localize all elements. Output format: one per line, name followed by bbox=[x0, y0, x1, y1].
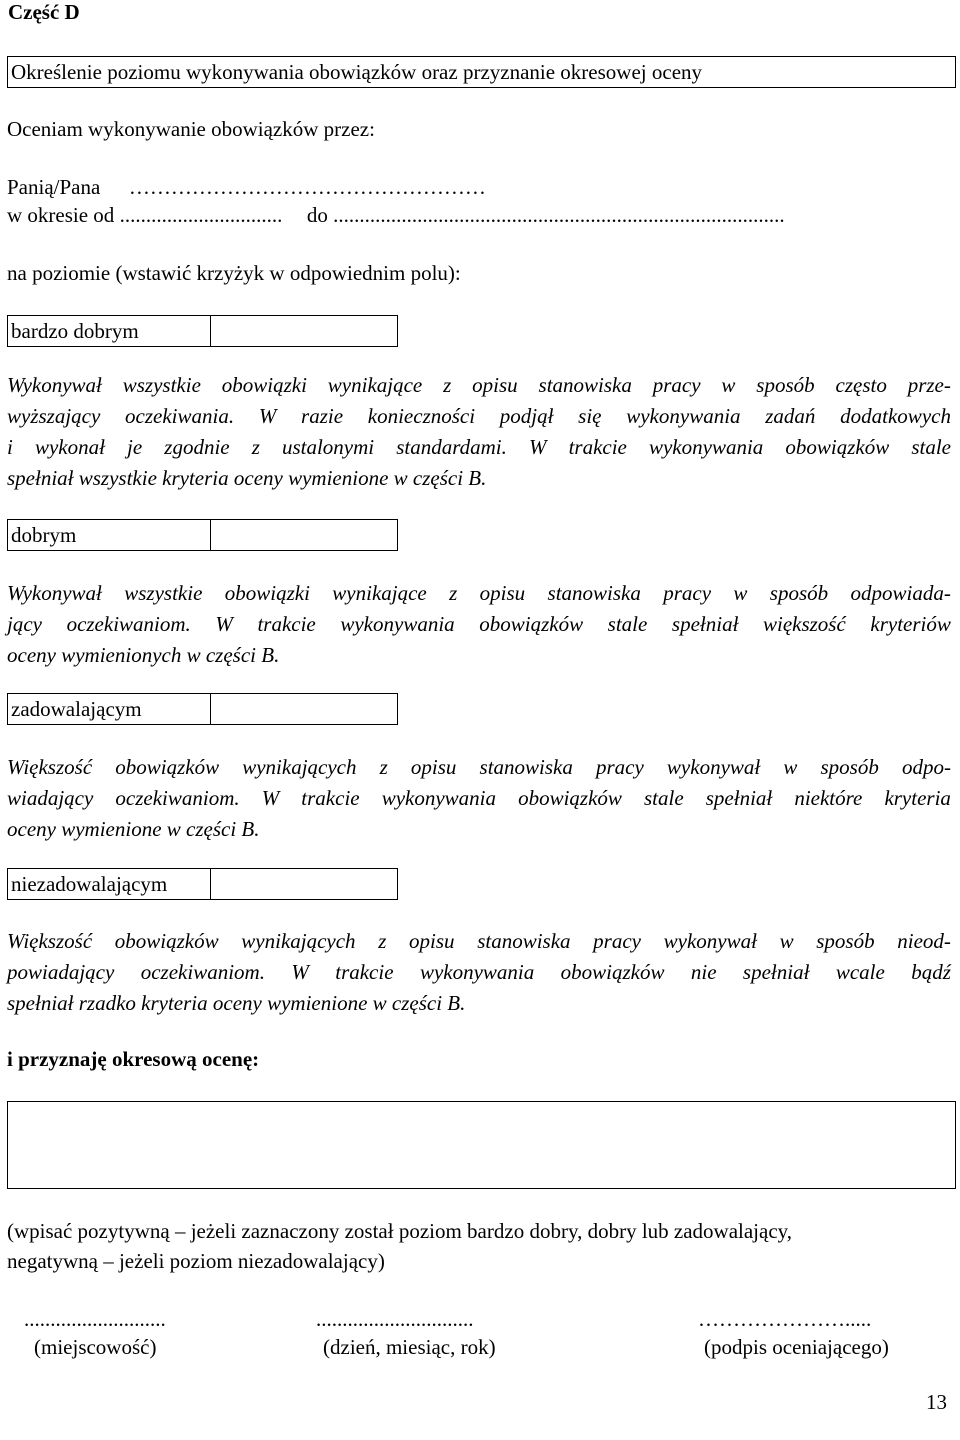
period-from-field[interactable]: ............................... bbox=[119, 203, 283, 227]
level-label-box bbox=[7, 868, 211, 900]
description-word: obowiązki bbox=[224, 581, 310, 605]
description-line bbox=[7, 645, 951, 666]
description-word: obowiązki bbox=[221, 373, 307, 397]
employee-name-field[interactable]: …………………………………………… bbox=[128, 175, 486, 199]
description-word: odpo- bbox=[901, 755, 951, 779]
description-word: stanowiska bbox=[538, 373, 632, 397]
description-word: wykonywania bbox=[626, 404, 741, 428]
description-word: Większość bbox=[7, 755, 93, 779]
level-label: bardzo dobrym bbox=[11, 319, 139, 343]
description-word: wykonał bbox=[34, 435, 105, 459]
description-word: spełniał bbox=[671, 612, 739, 636]
level-checkbox-bardzo-dobrym[interactable] bbox=[210, 315, 398, 347]
description-word: w bbox=[721, 373, 736, 397]
grant-note-line: negatywną – jeżeli poziom niezadowalający) bbox=[7, 1249, 385, 1273]
level-description bbox=[7, 375, 951, 489]
level-checkbox-niezadowalajacym[interactable] bbox=[210, 868, 398, 900]
title-box bbox=[7, 56, 956, 88]
level-description bbox=[7, 757, 951, 840]
level-checkbox-dobrym[interactable] bbox=[210, 519, 398, 551]
description-word: pracy bbox=[595, 755, 644, 779]
level-label: dobrym bbox=[11, 523, 77, 547]
description-word: kryteriów bbox=[870, 612, 951, 636]
description-word: wszystkie bbox=[124, 581, 203, 605]
description-word: sposób bbox=[820, 755, 879, 779]
description-word: obowiązków bbox=[114, 929, 219, 953]
description-word: bądź bbox=[911, 960, 951, 984]
description-line bbox=[7, 757, 951, 778]
description-word: wcale bbox=[835, 960, 885, 984]
description-word: kryteria bbox=[884, 786, 951, 810]
description-word: opisu bbox=[409, 929, 455, 953]
level-description bbox=[7, 583, 951, 666]
period-to-label: do bbox=[306, 203, 328, 227]
description-line bbox=[7, 614, 951, 635]
description-word: stale bbox=[607, 612, 648, 636]
description-word: wynikających bbox=[242, 755, 357, 779]
description-word: obowiązków bbox=[518, 786, 622, 810]
description-word: wykonywał bbox=[666, 755, 761, 779]
place-field[interactable]: ........................... bbox=[24, 1307, 166, 1331]
description-line bbox=[7, 583, 951, 604]
description-word: nie bbox=[690, 960, 717, 984]
description-word: wynikające bbox=[327, 373, 423, 397]
description-word: z bbox=[251, 435, 260, 459]
description-word: wszystkie bbox=[122, 373, 201, 397]
period-to-field[interactable]: ...................................................................................... bbox=[333, 203, 785, 227]
description-word: w bbox=[733, 581, 748, 605]
description-word: W bbox=[258, 404, 277, 428]
description-word: w bbox=[779, 929, 794, 953]
description-word: W bbox=[215, 612, 233, 636]
employee-line bbox=[7, 177, 486, 198]
description-line bbox=[7, 819, 951, 840]
description-word: Wykonywał bbox=[7, 581, 102, 605]
description-word: opisu bbox=[410, 755, 457, 779]
level-label-box bbox=[7, 315, 211, 347]
description-word: wykonywania bbox=[419, 960, 535, 984]
description-word: z bbox=[443, 373, 452, 397]
description-word: stanowiska bbox=[547, 581, 641, 605]
signature-caption: (podpis oceniającego) bbox=[704, 1335, 889, 1359]
grade-input-box[interactable] bbox=[7, 1101, 956, 1189]
description-word: wykonywania bbox=[648, 435, 764, 459]
grant-note-line: (wpisać pozytywną – jeżeli zaznaczony został poziom bardzo dobry, dobry lub zadowalający, bbox=[7, 1219, 793, 1243]
description-line bbox=[7, 962, 951, 983]
level-label-box bbox=[7, 693, 211, 725]
employee-label: Panią/Pana bbox=[7, 175, 101, 199]
description-word: oczekiwaniom. bbox=[140, 960, 265, 984]
description-word: obowiązków bbox=[560, 960, 665, 984]
description-word: odpowiada- bbox=[850, 581, 951, 605]
description-word: Wykonywał bbox=[7, 373, 102, 397]
description-word: oceny wymienionych w części B. bbox=[7, 643, 280, 667]
description-word: spełniał bbox=[705, 786, 773, 810]
description-word: zadań bbox=[765, 404, 816, 428]
date-field[interactable]: .............................. bbox=[316, 1307, 474, 1331]
description-word: podjął bbox=[499, 404, 554, 428]
description-word: Większość bbox=[7, 929, 93, 953]
description-word: trakcie bbox=[257, 612, 316, 636]
section-heading: Część D bbox=[8, 0, 80, 24]
description-word: spełniał wszystkie kryteria oceny wymienione w części B. bbox=[7, 466, 487, 490]
description-word: sposób bbox=[769, 581, 829, 605]
description-word: się bbox=[578, 404, 602, 428]
description-line bbox=[7, 993, 951, 1014]
level-label: zadowalającym bbox=[11, 697, 142, 721]
description-word: standardami. bbox=[396, 435, 507, 459]
period-line bbox=[7, 205, 785, 226]
description-word: wynikających bbox=[241, 929, 356, 953]
description-word: wiadający bbox=[7, 786, 94, 810]
description-word: stale bbox=[644, 786, 684, 810]
description-word: powiadający bbox=[7, 960, 115, 984]
description-word: sposób bbox=[756, 373, 815, 397]
description-word: niektóre bbox=[794, 786, 863, 810]
description-word: konieczności bbox=[367, 404, 476, 428]
period-from-label: w okresie od bbox=[7, 203, 115, 227]
description-word: wynikające bbox=[332, 581, 427, 605]
description-word: dodatkowych bbox=[840, 404, 951, 428]
description-word: opisu bbox=[479, 581, 526, 605]
description-word: stanowiska bbox=[477, 929, 571, 953]
signature-field[interactable]: …………………..... bbox=[698, 1307, 872, 1331]
description-line bbox=[7, 931, 951, 952]
description-line bbox=[7, 375, 951, 396]
place-caption: (miejscowość) bbox=[34, 1335, 157, 1359]
description-word: W bbox=[291, 960, 309, 984]
description-word: obowiązków bbox=[479, 612, 584, 636]
level-description bbox=[7, 931, 951, 1014]
description-word: z bbox=[379, 755, 388, 779]
description-word: je bbox=[127, 435, 143, 459]
description-word: prze- bbox=[907, 373, 951, 397]
grant-heading: i przyznaję okresową ocenę: bbox=[7, 1047, 260, 1071]
description-word: opisu bbox=[472, 373, 518, 397]
level-label-box bbox=[7, 519, 211, 551]
level-checkbox-zadowalajacym[interactable] bbox=[210, 693, 398, 725]
description-word: nieod- bbox=[897, 929, 951, 953]
description-word: stale bbox=[911, 435, 951, 459]
description-word: oczekiwaniom. bbox=[115, 786, 240, 810]
description-line bbox=[7, 406, 951, 427]
description-line bbox=[7, 468, 951, 489]
description-word: trakcie bbox=[335, 960, 394, 984]
description-word: zgodnie bbox=[164, 435, 230, 459]
description-word: spełniał bbox=[742, 960, 810, 984]
level-prompt: na poziomie (wstawić krzyżyk w odpowiednim polu): bbox=[7, 261, 461, 285]
description-word: pracy bbox=[663, 581, 712, 605]
description-word: w bbox=[783, 755, 798, 779]
description-word: często bbox=[835, 373, 887, 397]
description-word: trakcie bbox=[301, 786, 360, 810]
description-word: pracy bbox=[593, 929, 641, 953]
date-caption: (dzień, miesiąc, rok) bbox=[323, 1335, 496, 1359]
description-word: pracy bbox=[652, 373, 701, 397]
description-word: razie bbox=[301, 404, 344, 428]
page-number: 13 bbox=[926, 1390, 947, 1414]
description-word: i bbox=[7, 435, 13, 459]
description-word: obowiązków bbox=[115, 755, 220, 779]
description-word: sposób bbox=[816, 929, 875, 953]
description-word: z bbox=[449, 581, 458, 605]
description-word: oczekiwania. bbox=[125, 404, 235, 428]
description-word: wykonywania bbox=[381, 786, 496, 810]
description-word: większość bbox=[762, 612, 846, 636]
description-word: W bbox=[528, 435, 547, 459]
level-label: niezadowalającym bbox=[11, 872, 168, 896]
description-word: W bbox=[261, 786, 280, 810]
description-word: trakcie bbox=[568, 435, 627, 459]
title-box-text: Określenie poziomu wykonywania obowiązków oraz przyznanie okresowej oceny bbox=[11, 60, 703, 84]
description-word: jący bbox=[7, 612, 42, 636]
description-word: oceny wymienione w części B. bbox=[7, 817, 260, 841]
description-word: wykonywania bbox=[340, 612, 455, 636]
description-line bbox=[7, 437, 951, 458]
intro-text: Oceniam wykonywanie obowiązków przez: bbox=[7, 117, 375, 141]
description-word: stanowiska bbox=[479, 755, 573, 779]
description-word: z bbox=[378, 929, 387, 953]
description-word: wyższający bbox=[7, 404, 101, 428]
description-word: oczekiwaniom. bbox=[66, 612, 191, 636]
description-word: spełniał rzadko kryteria oceny wymienione w części B. bbox=[7, 991, 466, 1015]
description-word: ustalonymi bbox=[281, 435, 375, 459]
description-line bbox=[7, 788, 951, 809]
description-word: obowiązków bbox=[785, 435, 890, 459]
description-word: wykonywał bbox=[663, 929, 757, 953]
